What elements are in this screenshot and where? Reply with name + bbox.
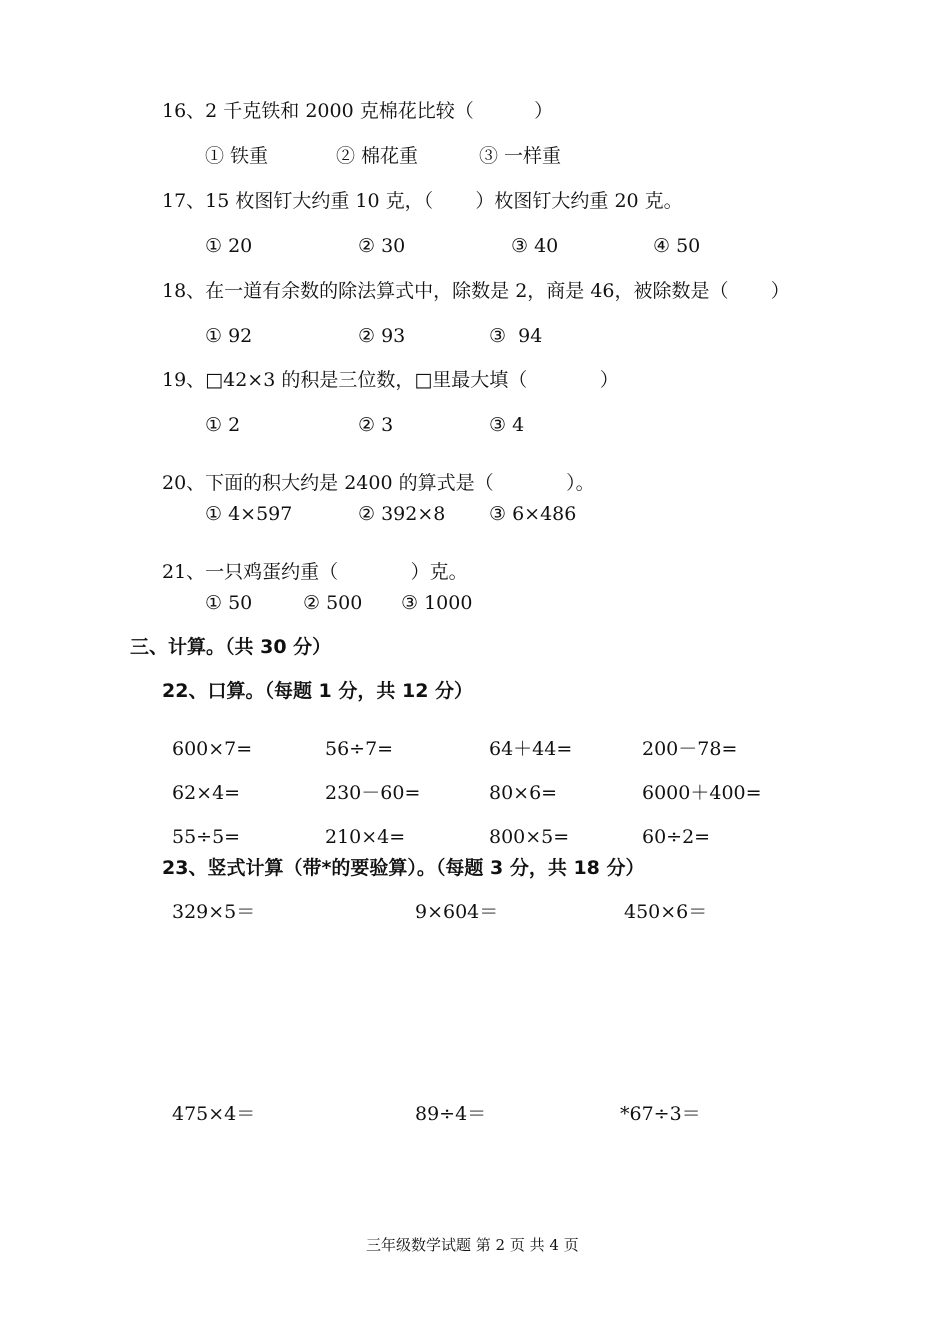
mental-math-item: 200－78= bbox=[642, 738, 738, 760]
mental-math-item: 56÷7= bbox=[325, 738, 394, 760]
question-18-option-2: ② 93 bbox=[358, 325, 406, 347]
question-23-heading: 23、竖式计算（带*的要验算）。（每题 3 分，共 18 分） bbox=[162, 857, 645, 879]
question-18-option-1: ① 92 bbox=[205, 325, 253, 347]
mental-math-item: 62×4= bbox=[172, 782, 241, 804]
question-21-option-1: ① 50 bbox=[205, 592, 253, 614]
question-19-option-2: ② 3 bbox=[358, 414, 394, 436]
vertical-calc-item: *67÷3＝ bbox=[620, 1103, 701, 1125]
question-22-heading: 22、口算。（每题 1 分，共 12 分） bbox=[162, 680, 474, 702]
question-19-option-3: ③ 4 bbox=[489, 414, 525, 436]
section-3-heading: 三、计算。（共 30 分） bbox=[130, 636, 332, 658]
vertical-calc-item: 89÷4＝ bbox=[415, 1103, 487, 1125]
question-19-stem: 19、□42×3 的积是三位数，□里最大填（ ） bbox=[162, 369, 619, 391]
vertical-calc-item: 9×604＝ bbox=[415, 901, 499, 923]
question-21-option-3: ③ 1000 bbox=[401, 592, 473, 614]
question-21-option-2: ② 500 bbox=[303, 592, 363, 614]
question-17-option-3: ③ 40 bbox=[511, 235, 559, 257]
page-footer: 三年级数学试题 第 2 页 共 4 页 bbox=[366, 1236, 579, 1254]
mental-math-item: 230－60= bbox=[325, 782, 421, 804]
question-16-option-3: ③ 一样重 bbox=[479, 145, 562, 167]
vertical-calc-item: 329×5＝ bbox=[172, 901, 256, 923]
mental-math-item: 210×4= bbox=[325, 826, 406, 848]
question-20-stem: 20、下面的积大约是 2400 的算式是（ ）。 bbox=[162, 472, 595, 494]
vertical-calc-item: 475×4＝ bbox=[172, 1103, 256, 1125]
question-16-option-1: ① 铁重 bbox=[205, 145, 269, 167]
mental-math-item: 6000＋400= bbox=[642, 782, 762, 804]
question-21-stem: 21、一只鸡蛋约重（ ）克。 bbox=[162, 561, 468, 583]
vertical-calc-item: 450×6＝ bbox=[624, 901, 708, 923]
mental-math-item: 64＋44= bbox=[489, 738, 573, 760]
question-19-option-1: ① 2 bbox=[205, 414, 241, 436]
question-17-option-2: ② 30 bbox=[358, 235, 406, 257]
question-18-stem: 18、在一道有余数的除法算式中，除数是 2，商是 46，被除数是（ ） bbox=[162, 280, 790, 302]
question-16-option-2: ② 棉花重 bbox=[336, 145, 419, 167]
question-16-stem: 16、2 千克铁和 2000 克棉花比较（ ） bbox=[162, 100, 554, 122]
mental-math-item: 55÷5= bbox=[172, 826, 241, 848]
mental-math-item: 800×5= bbox=[489, 826, 570, 848]
question-17-option-4: ④ 50 bbox=[653, 235, 701, 257]
mental-math-item: 80×6= bbox=[489, 782, 558, 804]
question-18-option-3: ③ 94 bbox=[489, 325, 543, 347]
question-20-option-1: ① 4×597 bbox=[205, 503, 293, 525]
mental-math-item: 600×7= bbox=[172, 738, 253, 760]
question-17-stem: 17、15 枚图钉大约重 10 克，（ ）枚图钉大约重 20 克。 bbox=[162, 190, 683, 212]
mental-math-item: 60÷2= bbox=[642, 826, 711, 848]
question-20-option-3: ③ 6×486 bbox=[489, 503, 577, 525]
question-17-option-1: ① 20 bbox=[205, 235, 253, 257]
question-20-option-2: ② 392×8 bbox=[358, 503, 446, 525]
